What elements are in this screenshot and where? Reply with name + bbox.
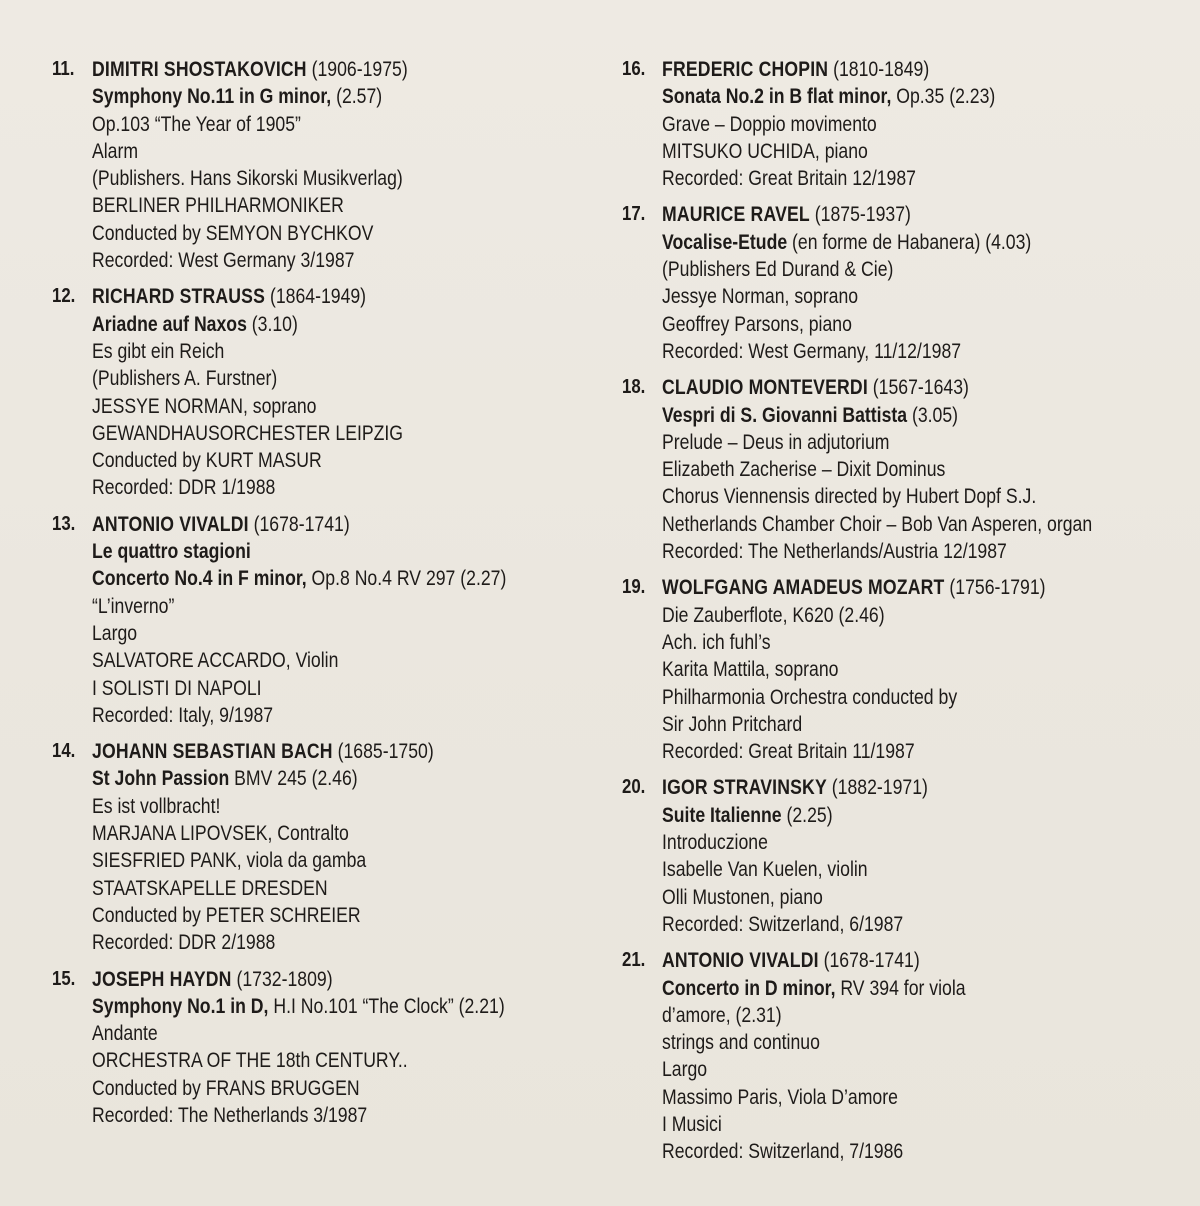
track-entry	[622, 947, 1182, 1165]
composer-name: ANTONIO VIVALDI	[92, 512, 249, 536]
work-details: (3.05)	[907, 403, 959, 427]
composer-name: JOSEPH HAYDN	[92, 967, 232, 991]
work-details: Die Zauberflote, K620 (2.46)	[662, 603, 885, 627]
work-title: Concerto No.4 in F minor,	[92, 567, 307, 591]
detail-line: Conducted by PETER SCHREIER	[92, 903, 361, 927]
detail-line: d’amore, (2.31)	[662, 1003, 782, 1027]
detail-line: Recorded: The Netherlands/Austria 12/1987	[662, 540, 1007, 564]
track-entry	[52, 511, 592, 729]
track-entry	[52, 966, 592, 1130]
composer-dates: (1756-1791)	[944, 576, 1046, 600]
work-line	[92, 83, 512, 110]
track-number: 13.	[52, 512, 76, 535]
detail-line: Conducted by SEMYON BYCHKOV	[92, 221, 374, 245]
track-entry	[52, 283, 592, 501]
track-number: 16.	[622, 58, 646, 80]
work-details: (2.57)	[331, 85, 383, 109]
composer-name: JOHANN SEBASTIAN BACH	[92, 740, 333, 764]
work-details: H.I No.101 “The Clock” (2.21)	[268, 994, 505, 1018]
detail-line: Recorded: Italy, 9/1987	[92, 703, 274, 727]
composer-dates: (1810-1849)	[828, 58, 930, 81]
composer-dates: (1906-1975)	[306, 58, 408, 81]
detail-line: strings and continuo	[662, 1031, 820, 1055]
composer-dates: (1678-1741)	[248, 512, 350, 536]
detail-line: Massimo Paris, Viola D’amore	[662, 1085, 898, 1109]
detail-line: Recorded: West Germany 3/1987	[92, 249, 355, 273]
detail-line: Andante	[92, 1022, 158, 1046]
track-number: 15.	[52, 967, 76, 990]
composer-line	[662, 947, 1099, 974]
work-details: (en forme de Habanera) (4.03)	[787, 230, 1032, 254]
track-entry	[622, 374, 1182, 565]
track-entry	[622, 774, 1182, 938]
detail-line: “L’inverno”	[92, 594, 175, 618]
composer-line	[92, 738, 512, 765]
work-title: Vocalise-Etude	[662, 230, 788, 254]
work-line	[662, 229, 1099, 256]
work-title: Sonata No.2 in B flat minor,	[662, 85, 892, 109]
composer-dates: (1875-1937)	[809, 203, 911, 227]
work-title: Le quattro stagioni	[92, 540, 251, 564]
composer-line	[662, 374, 1099, 401]
work-title: Symphony No.1 in D,	[92, 994, 269, 1018]
composer-line	[92, 283, 512, 310]
work-title: Vespri di S. Giovanni Battista	[662, 403, 908, 427]
composer-dates: (1732-1809)	[231, 967, 333, 991]
work-line	[662, 975, 1099, 1002]
detail-line: Largo	[662, 1058, 708, 1082]
track-number: 11.	[52, 58, 75, 80]
composer-line	[92, 511, 512, 538]
detail-line: Elizabeth Zacherise – Dixit Dominus	[662, 458, 946, 482]
detail-line: GEWANDHAUSORCHESTER LEIPZIG	[92, 421, 404, 445]
composer-dates: (1567-1643)	[867, 376, 969, 400]
detail-line: Recorded: Switzerland, 6/1987	[662, 912, 904, 936]
detail-line: Ach. ich fuhl’s	[662, 630, 771, 654]
work-details: (3.10)	[246, 312, 298, 336]
track-entry	[52, 738, 592, 956]
detail-line: Es ist vollbracht!	[92, 794, 221, 818]
track-entry	[622, 56, 1182, 192]
composer-line	[662, 56, 1099, 83]
detail-line: (Publishers. Hans Sikorski Musikverlag)	[92, 167, 403, 191]
detail-line: STAATSKAPELLE DRESDEN	[92, 876, 328, 900]
work-title: Ariadne auf Naxos	[92, 312, 247, 336]
composer-line	[92, 966, 512, 993]
work-details: Op.35 (2.23)	[891, 85, 996, 109]
detail-line: Recorded: DDR 1/1988	[92, 476, 276, 500]
composer-dates: (1678-1741)	[818, 949, 920, 973]
composer-line	[662, 774, 1099, 801]
detail-line: (Publishers A. Furstner)	[92, 367, 278, 391]
detail-line: MARJANA LIPOVSEK, Contralto	[92, 822, 349, 846]
detail-line: MITSUKO UCHIDA, piano	[662, 139, 868, 163]
detail-line: Recorded: The Netherlands 3/1987	[92, 1103, 368, 1127]
composer-line	[662, 574, 1099, 601]
detail-line: SIESFRIED PANK, viola da gamba	[92, 849, 367, 873]
composer-line	[662, 201, 1099, 228]
detail-line: Olli Mustonen, piano	[662, 885, 823, 909]
track-entry	[622, 574, 1182, 765]
composer-name: ANTONIO VIVALDI	[662, 949, 819, 973]
detail-line: Netherlands Chamber Choir – Bob Van Asperen, organ	[662, 512, 1093, 536]
detail-line: I SOLISTI DI NAPOLI	[92, 676, 262, 700]
detail-line: Sir John Pritchard	[662, 712, 803, 736]
composer-dates: (1882-1971)	[826, 776, 928, 800]
composer-name: CLAUDIO MONTEVERDI	[662, 376, 868, 400]
composer-name: WOLFGANG AMADEUS MOZART	[662, 576, 945, 600]
track-number: 18.	[622, 376, 646, 399]
detail-line: SALVATORE ACCARDO, Violin	[92, 649, 339, 673]
work-line	[662, 802, 1099, 829]
composer-dates: (1685-1750)	[332, 740, 434, 764]
detail-line: Es gibt ein Reich	[92, 339, 225, 363]
track-number: 17.	[622, 203, 646, 226]
work-line-extra	[92, 565, 512, 592]
work-details: Op.8 No.4 RV 297 (2.27)	[306, 567, 507, 591]
detail-line: Conducted by FRANS BRUGGEN	[92, 1076, 360, 1100]
detail-line: Isabelle Van Kuelen, violin	[662, 858, 868, 882]
composer-name: RICHARD STRAUSS	[92, 285, 266, 309]
work-details: BMV 245 (2.46)	[229, 767, 358, 791]
detail-line: Recorded: West Germany, 11/12/1987	[662, 339, 962, 363]
track-entry	[52, 56, 592, 274]
work-title: St John Passion	[92, 767, 230, 791]
work-line	[662, 402, 1099, 429]
detail-line: Prelude – Deus in adjutorium	[662, 430, 890, 454]
track-number: 21.	[622, 949, 646, 972]
work-line	[92, 311, 512, 338]
composer-name: DIMITRI SHOSTAKOVICH	[92, 58, 307, 81]
detail-line: Introduczione	[662, 831, 768, 855]
track-number: 19.	[622, 576, 646, 599]
track-entry	[622, 201, 1182, 365]
work-title: Concerto in D minor,	[662, 976, 836, 1000]
detail-line: Recorded: DDR 2/1988	[92, 931, 276, 955]
composer-name: IGOR STRAVINSKY	[662, 776, 827, 800]
detail-line: (Publishers Ed Durand & Cie)	[662, 258, 894, 282]
detail-line: Geoffrey Parsons, piano	[662, 312, 852, 336]
work-line	[92, 993, 512, 1020]
track-number: 20.	[622, 776, 646, 799]
detail-line: Op.103 “The Year of 1905”	[92, 112, 301, 136]
tracklist-column-left	[52, 56, 592, 1138]
detail-line: Recorded: Switzerland, 7/1986	[662, 1140, 904, 1164]
detail-line: Largo	[92, 621, 138, 645]
composer-name: FREDERIC CHOPIN	[662, 58, 829, 81]
detail-line: Grave – Doppio movimento	[662, 112, 877, 136]
detail-line: Chorus Viennensis directed by Hubert Dopf S.J.	[662, 485, 1037, 509]
composer-dates: (1864-1949)	[265, 285, 367, 309]
track-number: 14.	[52, 740, 76, 763]
work-details: (2.25)	[781, 803, 833, 827]
detail-line: Jessye Norman, soprano	[662, 285, 859, 309]
detail-line: Alarm	[92, 139, 139, 163]
work-line	[92, 765, 512, 792]
composer-line	[92, 56, 512, 83]
work-title: Symphony No.11 in G minor,	[92, 85, 332, 109]
detail-line: Philharmonia Orchestra conducted by	[662, 685, 958, 709]
work-line	[662, 83, 1099, 110]
detail-line: JESSYE NORMAN, soprano	[92, 394, 317, 418]
detail-line: BERLINER PHILHARMONIKER	[92, 194, 344, 218]
work-title: Suite Italienne	[662, 803, 782, 827]
detail-line: I Musici	[662, 1112, 722, 1136]
detail-line: Recorded: Great Britain 11/1987	[662, 740, 915, 764]
detail-line: Karita Mattila, soprano	[662, 658, 839, 682]
track-number: 12.	[52, 285, 76, 308]
detail-line: ORCHESTRA OF THE 18th CENTURY..	[92, 1049, 408, 1073]
detail-line: Recorded: Great Britain 12/1987	[662, 167, 916, 191]
work-line	[662, 602, 1099, 629]
detail-line: Conducted by KURT MASUR	[92, 449, 322, 473]
tracklist-column-right	[622, 56, 1182, 1175]
composer-name: MAURICE RAVEL	[662, 203, 810, 227]
work-line	[92, 538, 512, 565]
work-details: RV 394 for viola	[835, 976, 966, 1000]
